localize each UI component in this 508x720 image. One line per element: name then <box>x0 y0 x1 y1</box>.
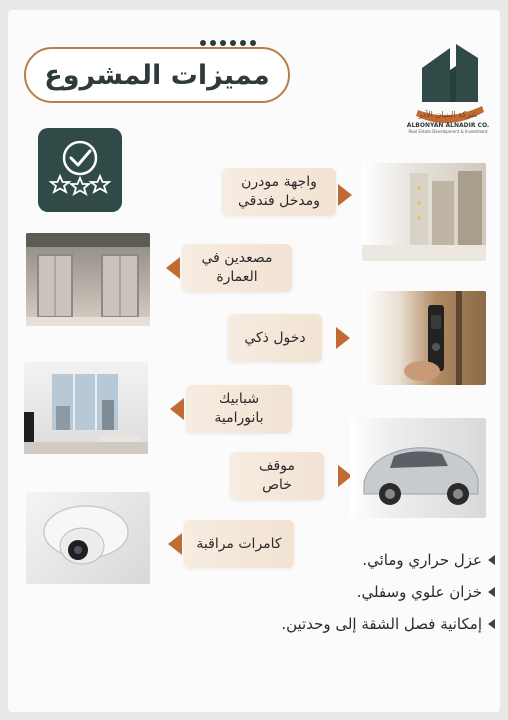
triangle-arrow-icon <box>338 184 352 206</box>
page-title: مميزات المشروع <box>24 47 290 103</box>
triangle-arrow-icon <box>170 398 184 420</box>
elevators-photo <box>26 233 150 326</box>
extra-unit-split: إمكانية فصل الشقة إلى وحدتين. <box>281 615 482 633</box>
extras-list <box>250 545 495 641</box>
check-stars-icon <box>38 128 122 212</box>
car-photo <box>350 418 486 518</box>
triangle-bullet-icon <box>488 619 495 629</box>
list-item <box>250 609 495 639</box>
feature-label-elevators: مصعدين في العمارة <box>182 244 292 292</box>
smart-lock-photo <box>362 291 486 385</box>
list-item <box>250 577 495 607</box>
camera-photo <box>26 492 150 584</box>
feature-label-private-parking: موقف خاص <box>230 452 324 500</box>
feature-label-smart-entry: دخول ذكي <box>228 314 322 362</box>
triangle-bullet-icon <box>488 587 495 597</box>
facade-photo <box>362 163 486 261</box>
triangle-arrow-icon <box>168 533 182 555</box>
logo-company-ar: شركة البنيان الآدر <box>418 110 478 119</box>
windows-photo <box>24 362 148 454</box>
header-dots <box>200 40 256 46</box>
feature-label-facade: واجهة مودرن ومدخل فندقي <box>222 168 336 216</box>
logo-company-en: ALBONYAN ALNADIR CO. <box>406 122 490 129</box>
feature-label-cameras: كامرات مراقبة <box>184 520 294 568</box>
logo-tagline: Real Estate Development & Investment <box>408 129 488 134</box>
triangle-bullet-icon <box>488 555 495 565</box>
extra-insulation: عزل حراري ومائي. <box>362 551 482 569</box>
feature-label-panoramic-windows: شبابيك بانورامية <box>186 385 292 433</box>
triangle-arrow-icon <box>336 327 350 349</box>
list-item <box>250 545 495 575</box>
rating-tile <box>38 128 122 212</box>
extra-water-tanks: خزان علوي وسفلي. <box>356 583 482 601</box>
triangle-arrow-icon <box>166 257 180 279</box>
